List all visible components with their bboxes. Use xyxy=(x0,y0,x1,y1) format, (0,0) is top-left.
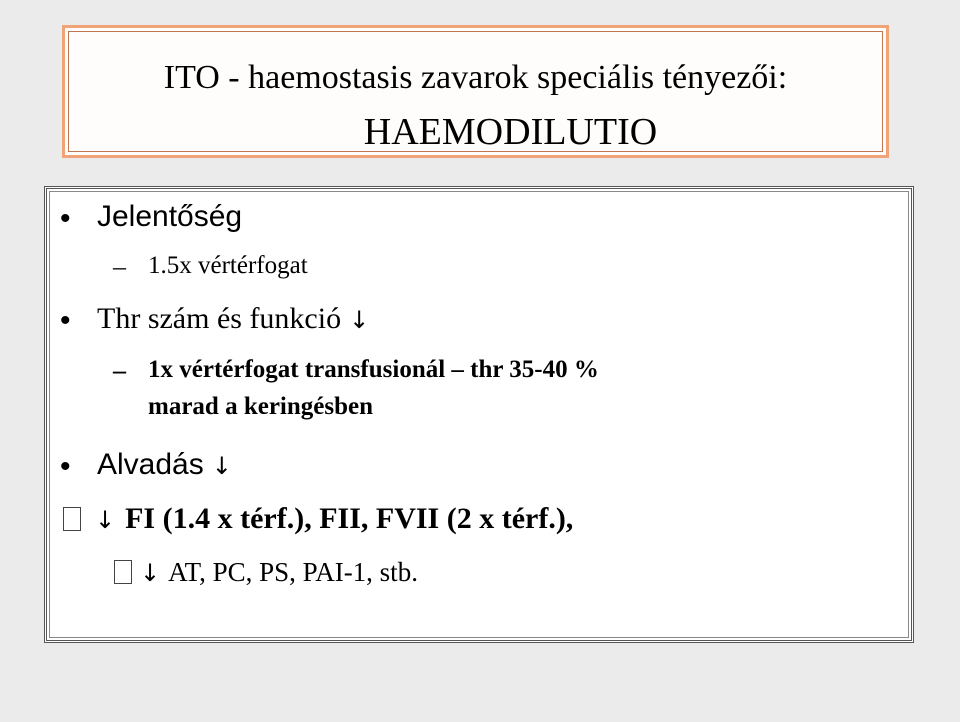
bullet-icon: • xyxy=(60,450,71,483)
dash-icon: – xyxy=(113,356,126,385)
down-arrow-icon: ↓ xyxy=(349,306,370,334)
bullet-icon: • xyxy=(60,202,71,235)
bullet-jelentoseg: Jelentőség xyxy=(97,200,243,233)
bullet-alvadas-line xyxy=(97,448,232,482)
factor-text-2: AT, PC, PS, PAI-1, stb. xyxy=(168,557,418,587)
down-arrow-icon: ↓ xyxy=(95,506,116,534)
down-arrow-icon: ↓ xyxy=(140,559,161,587)
title-line-2: HAEMODILUTIO xyxy=(363,111,658,153)
sub-transfusional-line2: marad a keringésben xyxy=(148,393,373,420)
dash-icon: – xyxy=(113,252,126,281)
title-box xyxy=(62,25,889,158)
title-line-1: ITO - haemostasis zavarok speciális tényezői: xyxy=(163,59,788,96)
sub-vertterfogat: 1.5x vértérfogat xyxy=(148,252,308,279)
bullet-icon: • xyxy=(60,304,71,337)
bullet-thr-line xyxy=(97,302,369,336)
bullet-thr: Thr szám és funkció xyxy=(97,302,342,335)
box-glyph-icon xyxy=(114,560,132,584)
factor-line-1 xyxy=(63,502,573,536)
factor-text-1: FI (1.4 x térf.), FII, FVII (2 x térf.), xyxy=(125,502,574,535)
factor-line-2 xyxy=(114,557,418,588)
sub-transfusional-line1: 1x vértérfogat transfusionál – thr 35-40 % xyxy=(148,356,599,383)
down-arrow-icon: ↓ xyxy=(211,452,232,480)
bullet-alvadas: Alvadás xyxy=(97,448,204,481)
box-glyph-icon xyxy=(63,507,81,531)
